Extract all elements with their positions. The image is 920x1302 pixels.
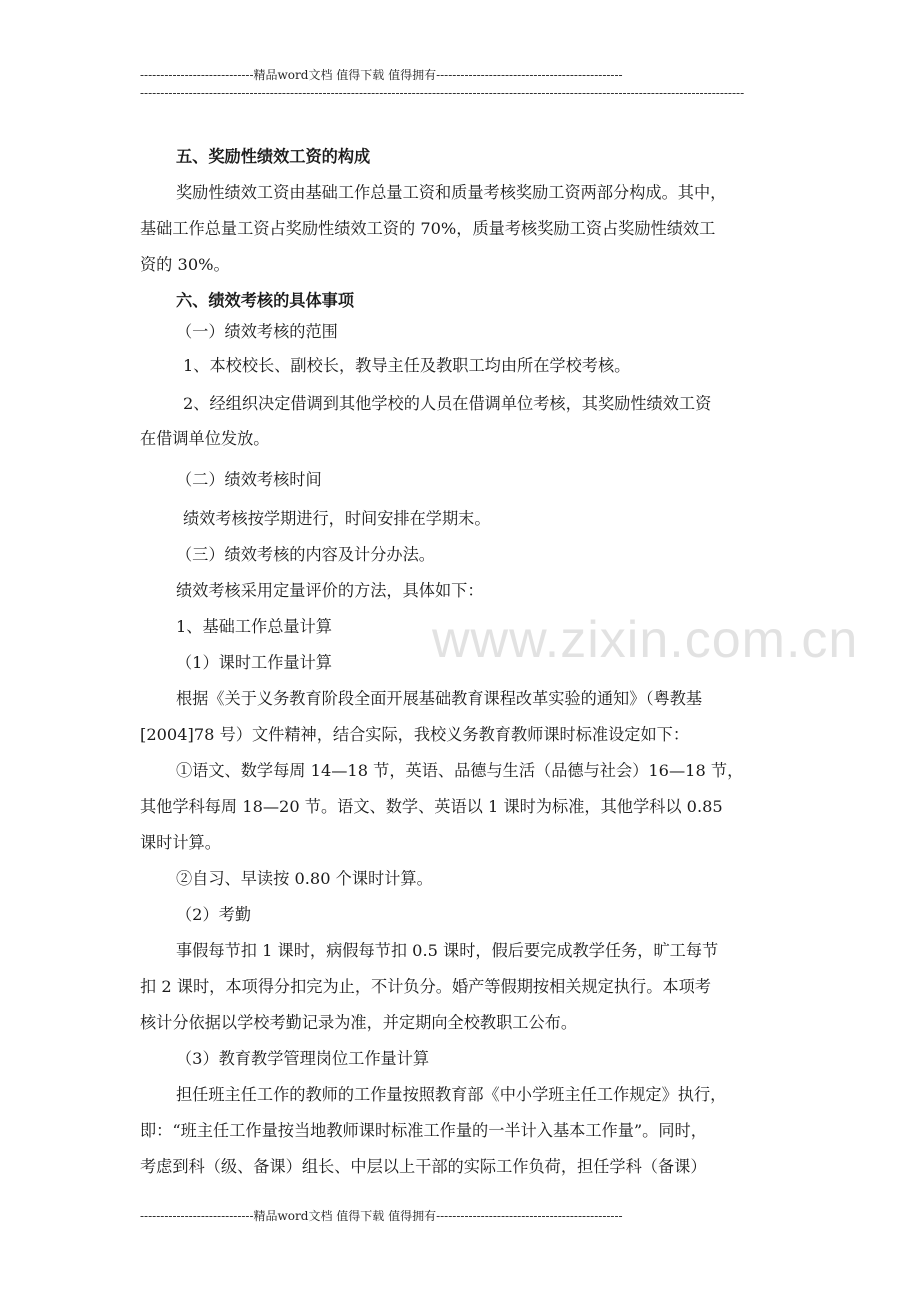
paragraph-line: ②自习、早读按 0.80 个课时计算。 <box>176 869 433 888</box>
paragraph-line: 即：“班主任工作量按当地教师课时标准工作量的一半计入基本工作量”。同时， <box>140 1121 707 1140</box>
paragraph-line: 扣 2 课时，本项得分扣完为止，不计负分。婚产等假期按相关规定执行。本项考 <box>140 977 711 996</box>
paragraph-line: [2004]78 号）文件精神，结合实际，我校义务教育教师课时标准设定如下： <box>140 725 690 744</box>
subsection-heading: （二）绩效考核时间 <box>176 470 322 489</box>
paragraph-line: 在借调单位发放。 <box>140 429 270 448</box>
paragraph-line: 事假每节扣 1 课时，病假每节扣 0.5 课时，假后要完成教学任务，旷工每节 <box>176 941 719 960</box>
paragraph-line: 基础工作总量工资占奖励性绩效工资的 70%，质量考核奖励工资占奖励性绩效工 <box>140 219 716 238</box>
paragraph-line: 核计分依据以学校考勤记录为准，并定期向全校教职工公布。 <box>140 1013 578 1032</box>
header-rule: ----------------------------------------------------------------------------------------------------------------------------------------------------- <box>140 86 745 100</box>
item-heading: （1）课时工作量计算 <box>176 653 332 672</box>
header-banner: ----------------------------精品word文档 值得下载 值得拥有---------------------------------------------- <box>140 68 623 82</box>
paragraph-line: 课时计算。 <box>140 833 221 852</box>
item-heading: （2）考勤 <box>176 905 252 924</box>
item-heading: （3）教育教学管理岗位工作量计算 <box>176 1049 430 1068</box>
paragraph-line: 担任班主任工作的教师的工作量按照教育部《中小学班主任工作规定》执行， <box>176 1085 727 1104</box>
paragraph-line: 根据《关于义务教育阶段全面开展基础教育课程改革实验的通知》（粤教基 <box>176 689 703 708</box>
paragraph-line: 其他学科每周 18—20 节。语文、数学、英语以 1 课时为标准，其他学科以 0.85 <box>140 797 723 816</box>
paragraph-line: ①语文、数学每周 14—18 节，英语、品德与生活（品德与社会）16—18 节， <box>176 761 744 780</box>
subsection-heading: （三）绩效考核的内容及计分办法。 <box>176 545 435 564</box>
footer-banner: ----------------------------精品word文档 值得下载 值得拥有---------------------------------------------- <box>140 1209 623 1223</box>
paragraph-line: 绩效考核按学期进行，时间安排在学期末。 <box>183 509 491 528</box>
paragraph-line: 资的 30%。 <box>140 255 230 274</box>
paragraph-line: 奖励性绩效工资由基础工作总量工资和质量考核奖励工资两部分构成。其中， <box>176 183 727 202</box>
section-heading-6: 六、绩效考核的具体事项 <box>176 291 355 310</box>
section-heading-5: 五、奖励性绩效工资的构成 <box>176 147 371 166</box>
subsection-heading: （一）绩效考核的范围 <box>176 322 338 341</box>
item-heading: 1、基础工作总量计算 <box>176 617 332 636</box>
paragraph-line: 绩效考核采用定量评价的方法，具体如下： <box>176 581 484 600</box>
paragraph-line: 1、本校校长、副校长，教导主任及教职工均由所在学校考核。 <box>183 356 631 375</box>
watermark: www.zixin.com.cn <box>432 611 859 669</box>
paragraph-line: 考虑到科（级、备课）组长、中层以上干部的实际工作负荷，担任学科（备课） <box>140 1157 707 1176</box>
paragraph-line: 2、经组织决定借调到其他学校的人员在借调单位考核，其奖励性绩效工资 <box>183 394 712 413</box>
